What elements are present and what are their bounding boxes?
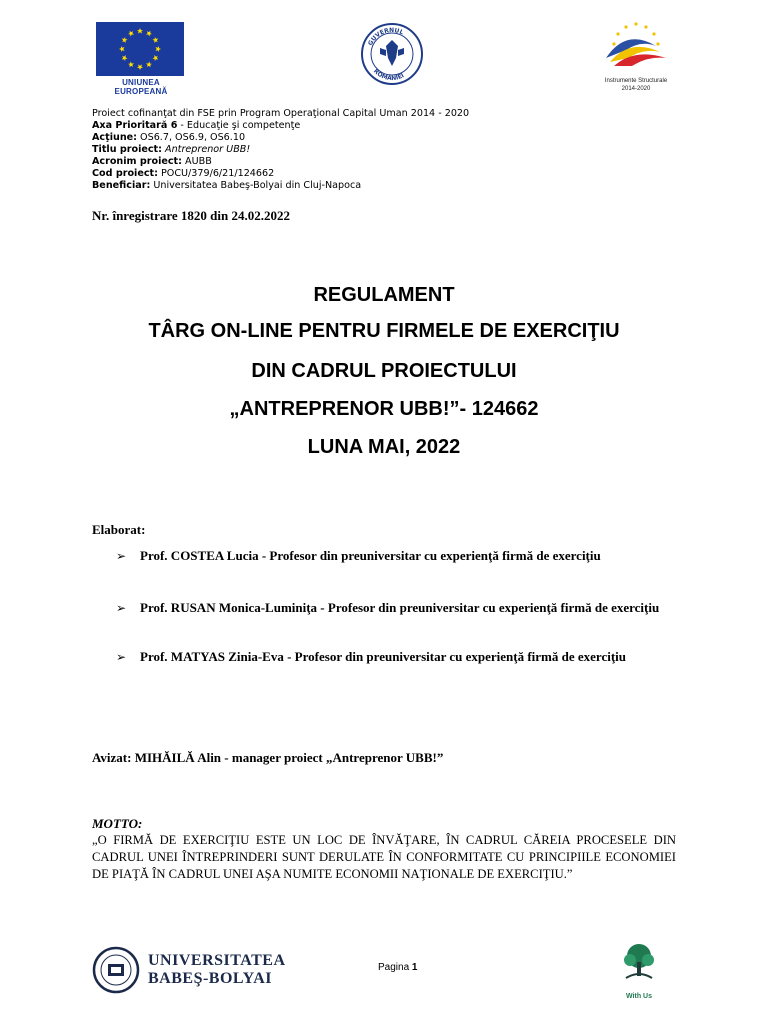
project-acronim: Acronim proiect: AUBB [92, 156, 212, 167]
title-line-5: LUNA MAI, 2022 [307, 436, 461, 458]
ubb-logo [92, 946, 286, 994]
arrow-bullet-icon: ➢ [116, 650, 127, 664]
author-item [116, 543, 676, 569]
avizat-line: Avizat: MIHĂILĂ Alin - manager proiect „Antreprenor UBB!” [92, 750, 444, 765]
elaborat-label: Elaborat: [92, 522, 146, 537]
project-actiune: Acţiune: OS6.7, OS6.9, OS6.10 [92, 132, 246, 143]
page-number-value: 1 [411, 962, 418, 973]
ubb-seal-icon [92, 946, 140, 994]
project-beneficiar: Beneficiar: Universitatea Babeş-Bolyai din Cluj-Napoca [92, 180, 362, 191]
project-info [92, 108, 469, 192]
title-line-3: DIN CADRUL PROIECTULUI [251, 360, 517, 382]
government-seal-icon [360, 22, 424, 86]
tree-icon [616, 942, 662, 988]
project-cod: Cod proiect: POCU/379/6/21/124662 [92, 168, 275, 179]
author-text: Prof. MATYAS Zinia-Eva - Profesor din preuniversitar cu experienţă firmă de exerciţiu [140, 649, 627, 664]
is-caption-line1: Instrumente Structurale [604, 78, 668, 84]
with-us-logo [616, 942, 662, 998]
registration-number: Nr. înregistrare 1820 din 24.02.2022 [92, 208, 291, 223]
motto-label: MOTTO: [92, 816, 143, 831]
page-label: Pagina [378, 962, 412, 973]
author-item [116, 595, 676, 621]
arrow-bullet-icon: ➢ [116, 549, 127, 563]
page-number [378, 962, 417, 973]
author-item [116, 644, 676, 670]
instrumente-structurale-icon [596, 18, 676, 72]
instrumente-structurale-logo [596, 18, 676, 93]
ubb-name-line2: BABEŞ-BOLYAI [148, 970, 272, 987]
project-axa: Axa Prioritară 6 - Educaţie şi competenţe [92, 120, 301, 131]
title-line-2: TÂRG ON-LINE PENTRU FIRMELE DE EXERCIŢIU [148, 320, 620, 342]
arrow-bullet-icon: ➢ [116, 601, 127, 615]
ubb-name-line1: UNIVERSITATEA [148, 952, 286, 969]
motto-text: „O FIRMĂ DE EXERCIŢIU ESTE UN LOC DE ÎNVĂŢARE, ÎN CADRUL CĂREIA PROCESELE DIN CADRUL UNEI ÎNTREPRINDERI SUNT DERULATE ÎN CONFORMITATE CU PRINCIPIILE ECONOMIEI DE PIAŢĂ ÎN CADRUL UNEI AŞA NUMITE ECONOMII NAŢIONALE DE EXERCIŢIU.” [92, 833, 676, 881]
project-titlu: Titlu proiect: Antreprenor UBB! [92, 144, 251, 155]
eu-caption: UNIUNEA EUROPEANĂ [114, 78, 168, 96]
svg-text:GUVERNUL: GUVERNUL [366, 26, 405, 47]
title-line-1: REGULAMENT [313, 284, 455, 306]
svg-text:ROMÂNIEI: ROMÂNIEI [372, 67, 406, 83]
with-us-text: With Us [626, 993, 652, 1000]
title-line-4: „ANTREPRENOR UBB!”- 124662 [229, 398, 539, 420]
author-text: Prof. COSTEA Lucia - Profesor din preuniversitar cu experienţă firmă de exerciţiu [140, 548, 601, 563]
project-cofinance-line: Proiect cofinanţat din FSE prin Program Operaţional Capital Uman 2014 - 2020 [92, 108, 470, 119]
eu-flag-icon [96, 22, 184, 76]
author-text: Prof. RUSAN Monica-Luminiţa - Profesor din preuniversitar cu experienţă firmă de exerciţiu [140, 600, 660, 615]
is-caption-line2: 2014-2020 [621, 86, 651, 92]
eu-logo [96, 22, 186, 96]
